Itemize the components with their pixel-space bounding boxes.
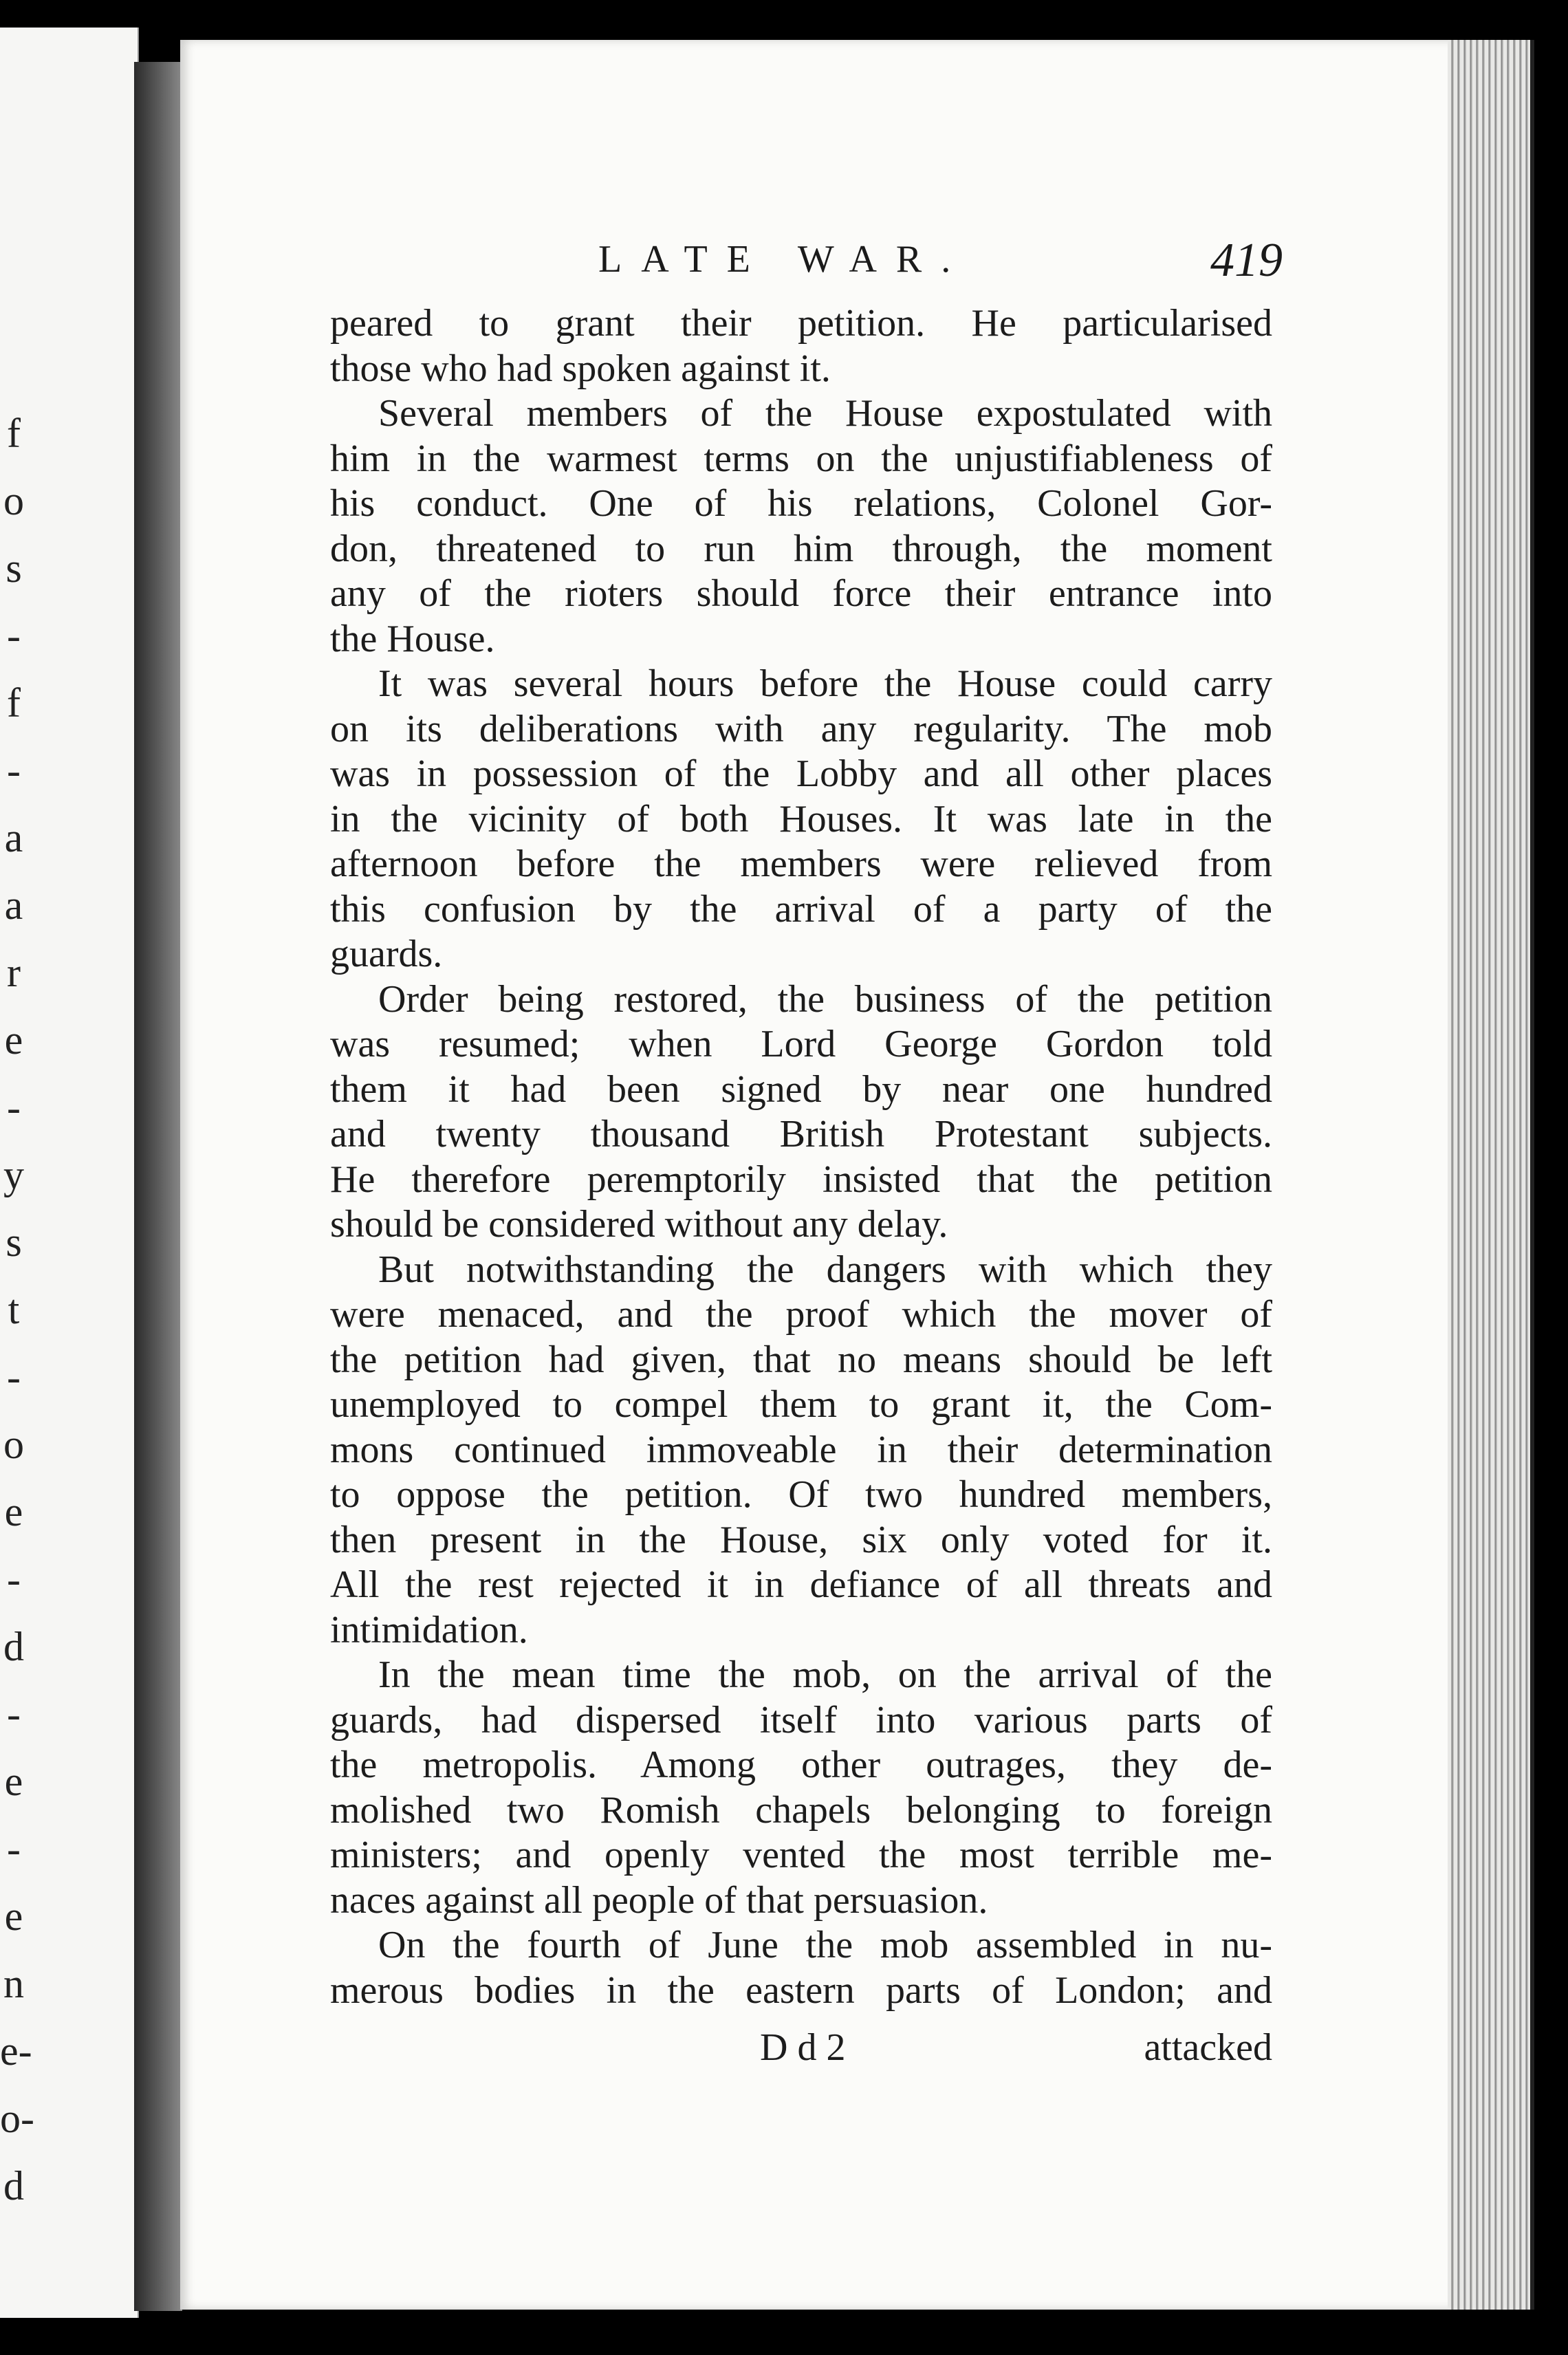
text-line: should be considered without any delay. bbox=[330, 1203, 948, 1246]
page-number: 419 bbox=[1210, 234, 1283, 287]
edge-fragment: e bbox=[4, 1489, 23, 1534]
text-line: Several members of the House expostulated with bbox=[378, 392, 1272, 435]
edge-fragment: r bbox=[7, 950, 21, 995]
text-line: was in possession of the Lobby and all other places bbox=[330, 752, 1272, 795]
text-line: and twenty thousand British Protestant subjects. bbox=[330, 1113, 1272, 1155]
signature-mark: D d 2 bbox=[760, 2026, 846, 2069]
text-line: He therefore peremptorily insisted that the petition bbox=[330, 1158, 1272, 1201]
edge-fragment: d bbox=[3, 1624, 24, 1669]
text-line: them it had been signed by near one hundred bbox=[330, 1067, 1272, 1111]
text-line: naces against all people of that persuasion. bbox=[330, 1878, 988, 1922]
edge-fragment: s bbox=[6, 1219, 22, 1265]
edge-fragment: f bbox=[7, 680, 21, 726]
text-line: ministers; and openly vented the most terrible me- bbox=[330, 1834, 1272, 1876]
running-title: LATE WAR. bbox=[598, 238, 970, 281]
edge-fragment: - bbox=[7, 1085, 21, 1130]
text-line: was resumed; when Lord George Gordon told bbox=[330, 1023, 1272, 1065]
text-line: guards. bbox=[330, 933, 443, 975]
edge-fragment: t bbox=[8, 1287, 20, 1332]
text-line: All the rest rejected it in defiance of all threats and bbox=[330, 1563, 1272, 1606]
text-line: merous bodies in the eastern parts of London; and bbox=[330, 1968, 1272, 2012]
text-line: In the mean time the mob, on the arrival of the bbox=[378, 1653, 1272, 1696]
text-line: guards, had dispersed itself into various parts of bbox=[330, 1698, 1272, 1741]
edge-fragment: - bbox=[7, 613, 21, 658]
edge-fragment: - bbox=[7, 748, 21, 793]
text-line: him in the warmest terms on the unjustifiableness of bbox=[330, 437, 1272, 480]
edge-fragment: - bbox=[7, 1691, 21, 1737]
edge-fragment: o- bbox=[0, 2096, 34, 2141]
body-text bbox=[330, 301, 1272, 2013]
edge-fragment: s bbox=[6, 545, 22, 591]
text-line: unemployed to compel them to grant it, the Com- bbox=[330, 1383, 1272, 1426]
text-line: in the vicinity of both Houses. It was late in the bbox=[330, 797, 1272, 840]
text-line: the metropolis. Among other outrages, they de- bbox=[330, 1744, 1272, 1786]
text-line: to oppose the petition. Of two hundred members, bbox=[330, 1473, 1272, 1516]
text-line: those who had spoken against it. bbox=[330, 347, 831, 390]
text-line: On the fourth of June the mob assembled in nu- bbox=[378, 1924, 1272, 1966]
edge-fragment: d bbox=[3, 2163, 24, 2209]
previous-page-edge bbox=[0, 28, 139, 2318]
text-line: then present in the House, six only voted for it. bbox=[330, 1518, 1272, 1561]
edge-fragment: e bbox=[4, 1017, 23, 1063]
book-gutter bbox=[134, 62, 182, 2311]
text-line: were menaced, and the proof which the mover of bbox=[330, 1293, 1272, 1336]
text-line: molished two Romish chapels belonging to foreign bbox=[330, 1788, 1272, 1832]
text-line: the petition had given, that no means should be left bbox=[330, 1338, 1272, 1381]
edge-fragment: e- bbox=[0, 2028, 32, 2074]
text-line: peared to grant their petition. He particularised bbox=[330, 302, 1272, 345]
edge-fragment: o bbox=[3, 478, 24, 523]
text-line: his conduct. One of his relations, Colonel Gor- bbox=[330, 482, 1272, 525]
text-line: the House. bbox=[330, 617, 495, 660]
edge-fragment: e bbox=[4, 1893, 23, 1939]
page-footer bbox=[330, 2026, 1272, 2074]
edge-fragment: a bbox=[4, 882, 23, 928]
catchword: attacked bbox=[1144, 2026, 1272, 2069]
running-head bbox=[323, 234, 1283, 306]
edge-fragment: o bbox=[3, 1422, 24, 1467]
text-line: afternoon before the members were relieved from bbox=[330, 843, 1272, 885]
text-line: But notwithstanding the dangers with which they bbox=[378, 1248, 1272, 1291]
edge-fragment: a bbox=[4, 815, 23, 860]
text-line: this confusion by the arrival of a party of the bbox=[330, 887, 1272, 931]
edge-fragment: - bbox=[7, 1556, 21, 1602]
edge-fragment: y bbox=[3, 1152, 24, 1197]
edge-fragment: e bbox=[4, 1759, 23, 1804]
text-line: any of the rioters should force their entrance into bbox=[330, 572, 1272, 615]
edge-fragment: - bbox=[7, 1826, 21, 1871]
edge-fragment: n bbox=[3, 1961, 24, 2006]
page-stack-edge bbox=[1448, 40, 1534, 2310]
text-line: mons continued immoveable in their determination bbox=[330, 1428, 1272, 1471]
edge-fragment: f bbox=[7, 411, 21, 456]
text-line: on its deliberations with any regularity. The mob bbox=[330, 707, 1272, 750]
edge-fragment: - bbox=[7, 1354, 21, 1400]
text-line: It was several hours before the House could carry bbox=[378, 662, 1272, 705]
text-line: Order being restored, the business of the petition bbox=[378, 977, 1272, 1021]
text-line: intimidation. bbox=[330, 1608, 528, 1651]
text-line: don, threatened to run him through, the moment bbox=[330, 527, 1272, 570]
